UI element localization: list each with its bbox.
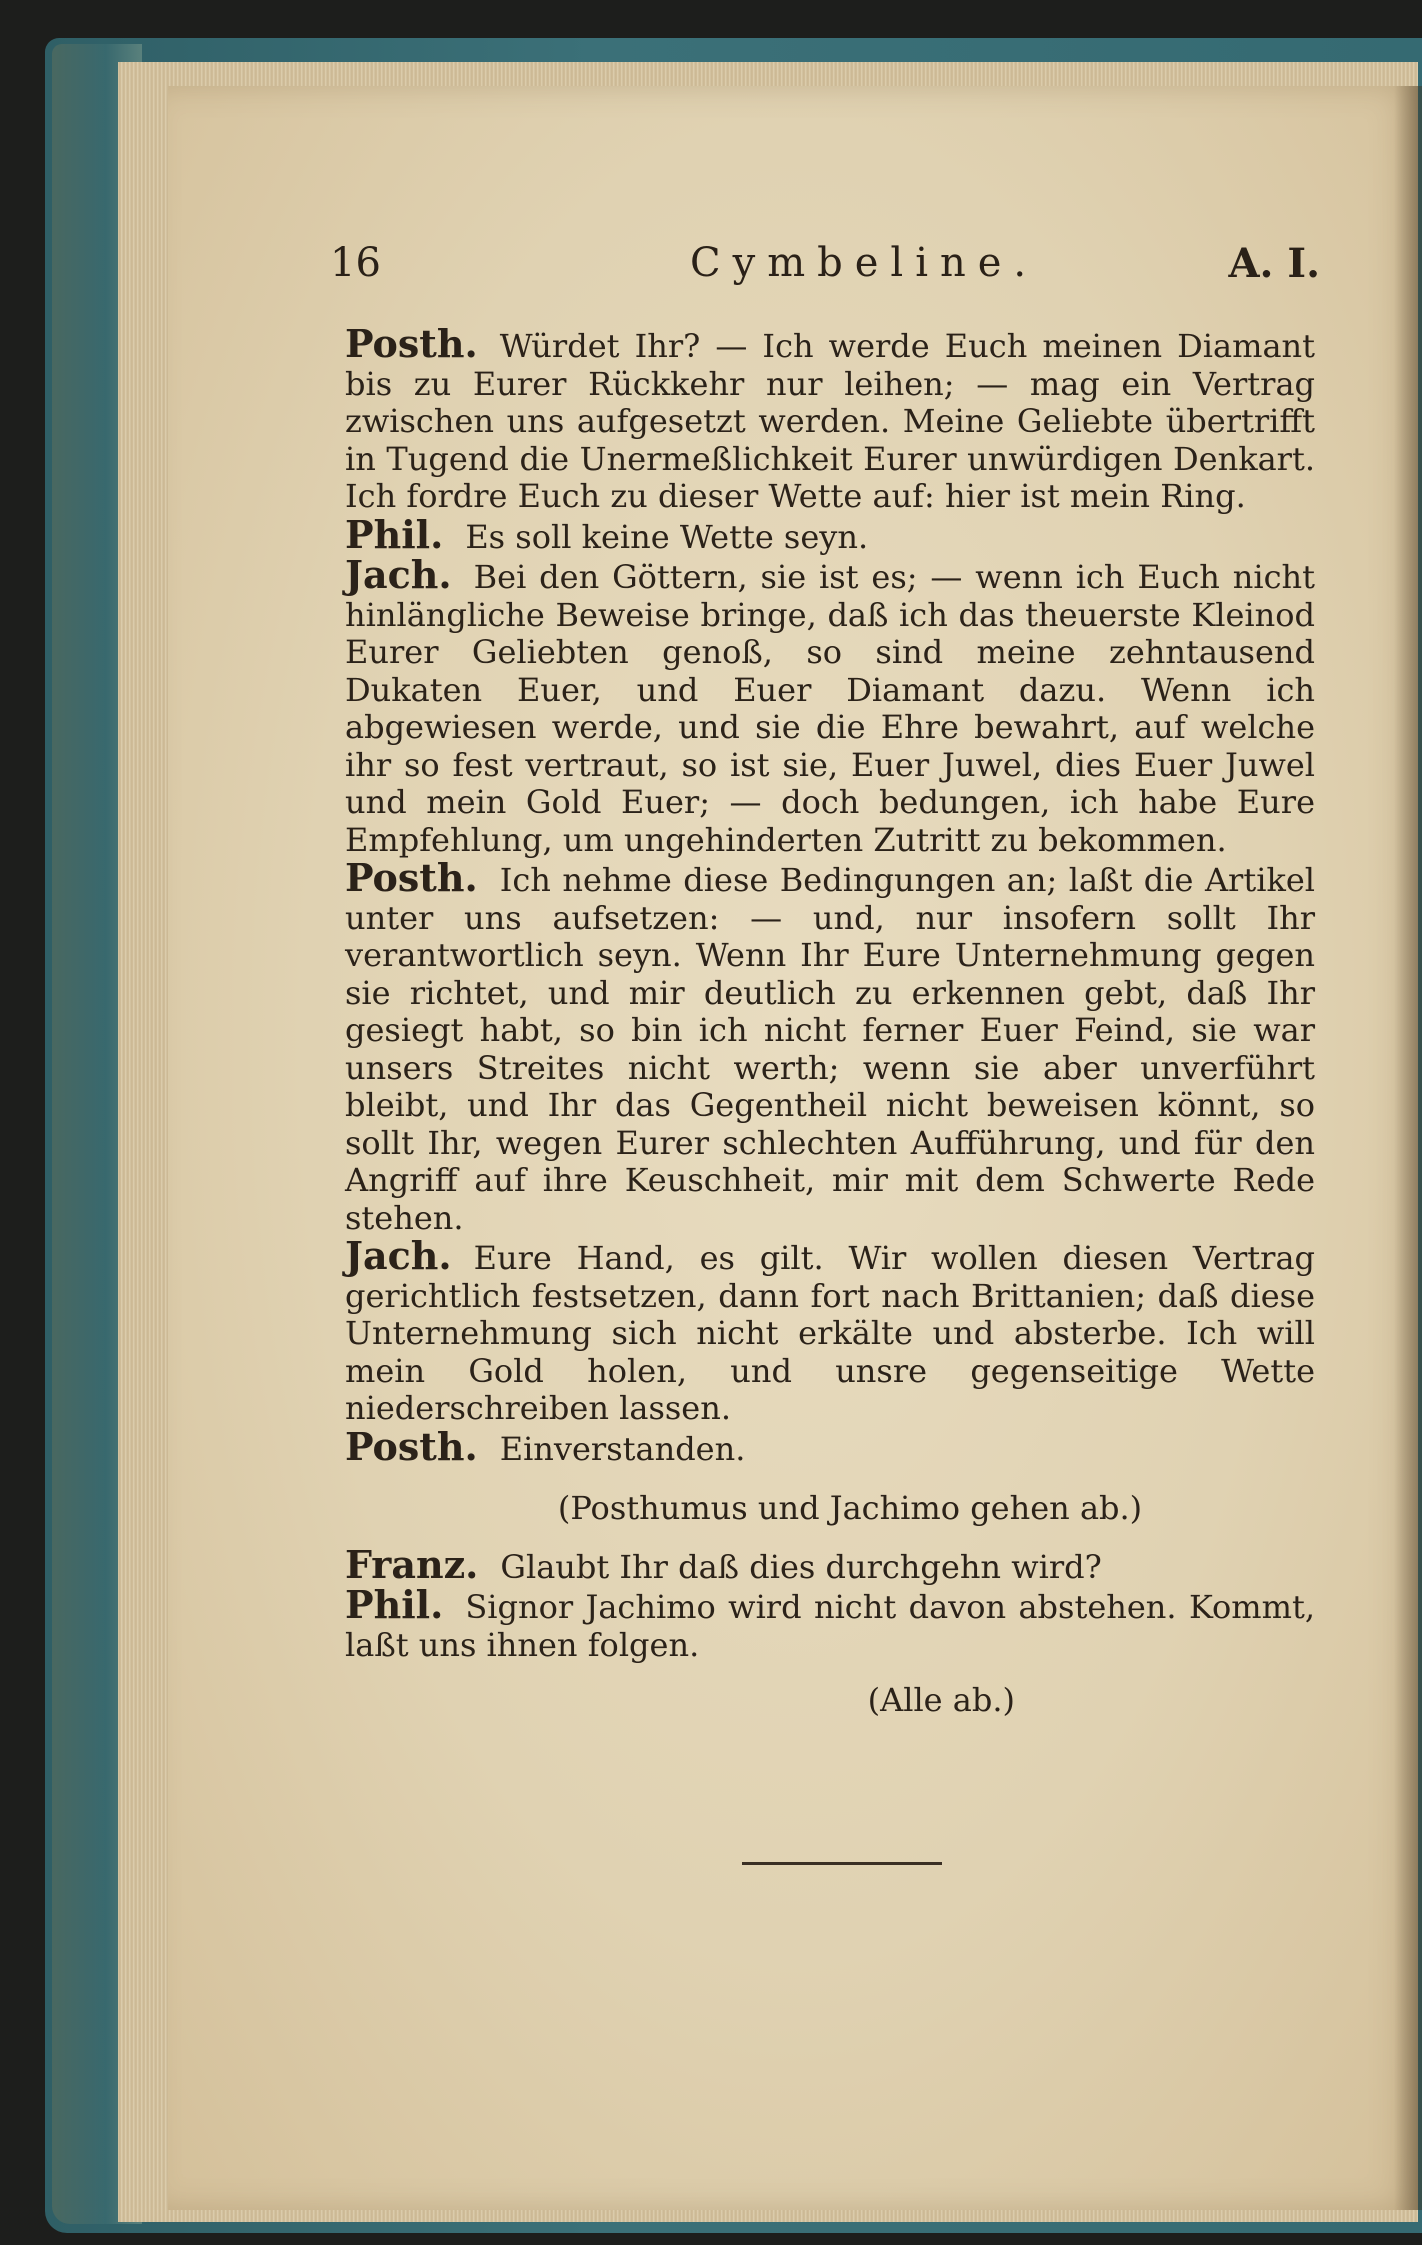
speech-1: [345, 321, 1315, 516]
speech-6: [345, 1423, 1315, 1469]
speech-text: Bei den Göttern, sie ist es; — wenn ich Euch nicht hinlängliche Beweise bringe, daß ich das theuerste Kleinod Eurer Geliebten genoß, so sind meine zehntausend Dukaten Euer, und Euer Diamant dazu. Wenn ich abgewiesen werde, und sie die Ehre bewahrt, auf welche ihr so fest vertraut, so ist sie, Euer Juwel, dies Euer Juwel und mein Gold Euer; — doch bedungen, ich habe Eure Empfehlung, um ungehinderten Zutritt zu bekommen.: [345, 558, 1315, 859]
speaker-name: Phil.: [345, 511, 444, 557]
play-text: [345, 321, 1315, 1720]
speech-7: [345, 1541, 1315, 1587]
speaker-name: Posth.: [345, 855, 478, 900]
speech-text: Es soll keine Wette seyn.: [465, 517, 869, 556]
page-header: [330, 240, 1320, 300]
speaker-name: Franz.: [345, 1541, 479, 1587]
speaker-name: Jach.: [345, 1233, 452, 1278]
speech-2: [345, 511, 1315, 557]
speaker-name: Posth.: [345, 321, 478, 366]
speech-text: Einverstanden.: [499, 1429, 746, 1468]
speech-5: [345, 1233, 1315, 1428]
speech-8: [345, 1582, 1315, 1664]
speech-text: Signor Jachimo wird nicht davon abstehen. Kommt, laßt uns ihnen folgen.: [345, 1588, 1315, 1664]
speech-text: Eure Hand, es gilt. Wir wollen diesen Vertrag gerichtlich festsetzen, dann fort nach Brittanien; daß diese Unternehmung sich nicht erkälte und absterbe. Ich will mein Gold holen, und unsre gegenseitige Wette niederschreiben lassen.: [345, 1239, 1315, 1427]
speech-4: [345, 855, 1315, 1237]
stage-direction: (Posthumus und Jachimo gehen ab.): [557, 1489, 1143, 1527]
speech-text: Würdet Ihr? — Ich werde Euch meinen Diamant bis zu Eurer Rückkehr nur leihen; — mag ein Vertrag zwischen uns aufgesetzt werden. Meine Geliebte übertrifft in Tugend die Unermeßlichkeit Eurer unwürdigen Denkart. Ich fordre Euch zu dieser Wette auf: hier ist mein Ring.: [345, 327, 1315, 515]
running-title: Cymbeline.: [690, 240, 1039, 286]
speech-3: [345, 552, 1315, 859]
page-gutter-shadow: [1394, 86, 1422, 2210]
speaker-name: Jach.: [345, 552, 452, 597]
stage-direction-exit: (Alle ab.): [867, 1681, 1015, 1719]
act-marker: A. I.: [1228, 240, 1320, 287]
speaker-name: Posth.: [345, 1423, 478, 1469]
speaker-name: Phil.: [345, 1582, 444, 1627]
end-rule-divider: [742, 1862, 942, 1865]
speech-text: Ich nehme diese Bedingungen an; laßt die Artikel unter uns aufsetzen: — und, nur insofern sollt Ihr verantwortlich seyn. Wenn Ihr Eure Unternehmung gegen sie richtet, und mir deutlich zu erkennen gebt, daß Ihr gesiegt habt, so bin ich nicht ferner Euer Feind, sie war unsers Streites nicht werth; wenn sie aber unverführt bleibt, und Ihr das Gegentheil nicht beweisen könnt, so sollt Ihr, wegen Eurer schlechten Aufführung, und für den Angriff auf ihre Keuschheit, mir mit dem Schwerte Rede stehen.: [345, 861, 1315, 1237]
speech-text: Glaubt Ihr daß dies durchgehn wird?: [500, 1547, 1102, 1586]
page-number: 16: [330, 240, 381, 286]
